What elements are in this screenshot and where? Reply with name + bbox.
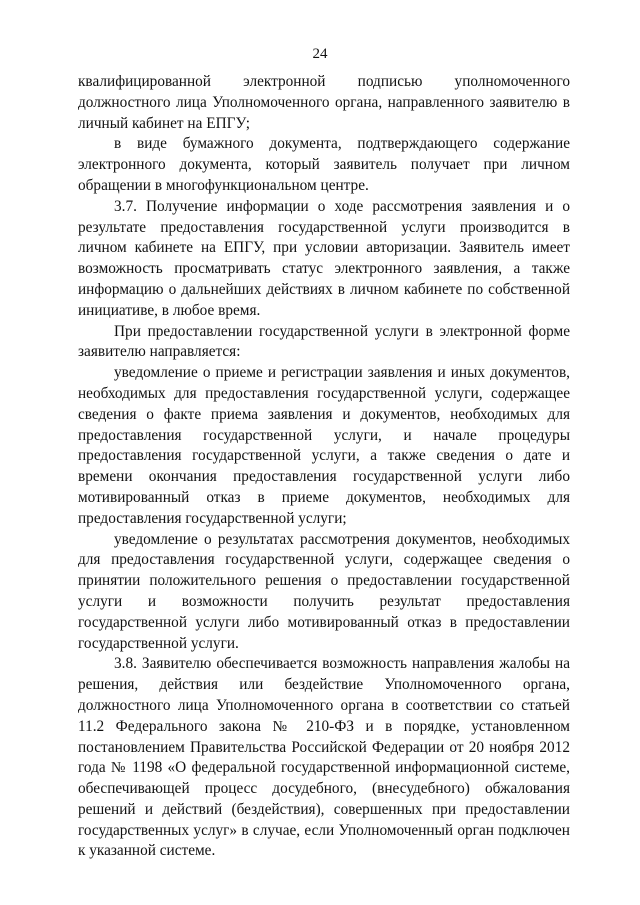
paragraph-continuation: квалифицированной электронной подписью уполномоченного должностного лица Уполномоченного органа, направленного заявителю в личный кабинет на ЕПГУ; (78, 73, 570, 132)
document-body (78, 72, 570, 862)
paragraph-receipt-notification: уведомление о приеме и регистрации заявления и иных документов, необходимых для предоставления государственной услуги, содержащее сведения о факте приема заявления и документов, необходимых для предоставления государственной услуги, и начале процедуры предоставления государственной услуги, а также сведения о дате и времени окончания предоставления государственной услуги либо мотивированный отказ в приеме документов, необходимых для предоставления государственной услуги; (78, 364, 570, 527)
paragraph-result-notification: уведомление о результатах рассмотрения документов, необходимых для предоставления государственной услуги, содержащее сведения о принятии положительного решения о предоставлении государственной услуги и возможности получить результат предоставления государственной услуги либо мотивированный отказ в предоставлении государственной услуги. (78, 530, 570, 652)
page-number: 24 (312, 46, 328, 62)
paragraph-electronic-form-intro: При предоставлении государственной услуги в электронной форме заявителю направляется: (78, 322, 570, 361)
paragraph-section-3-7: 3.7. Получение информации о ходе рассмотрения заявления и о результате предоставления государственной услуги производится в личном кабинете на ЕПГУ, при условии авторизации. Заявитель имеет возможность просматривать статус электронного заявления, а также информацию о дальнейших действиях в личном кабинете по собственной инициативе, в любое время. (78, 197, 570, 319)
paragraph-paper-document: в виде бумажного документа, подтверждающего содержание электронного документа, который заявитель получает при личном обращении в многофункциональном центре. (78, 135, 570, 194)
paragraph-section-3-8: 3.8. Заявителю обеспечивается возможность направления жалобы на решения, действия или бездействие Уполномоченного органа, должностного лица Уполномоченного органа в соответствии со статьей 11.2 Федерального закона № 210-ФЗ и в порядке, установленном постановлением Правительства Российской Федерации от 20 ноября 2012 года № 1198 «О федеральной государственной информационной системе, обеспечивающей процесс досудебного, (внесудебного) обжалования решений и действий (бездействия), совершенных при предоставлении государственных услуг» в случае, если Уполномоченный орган подключен к указанной системе. (78, 655, 570, 860)
